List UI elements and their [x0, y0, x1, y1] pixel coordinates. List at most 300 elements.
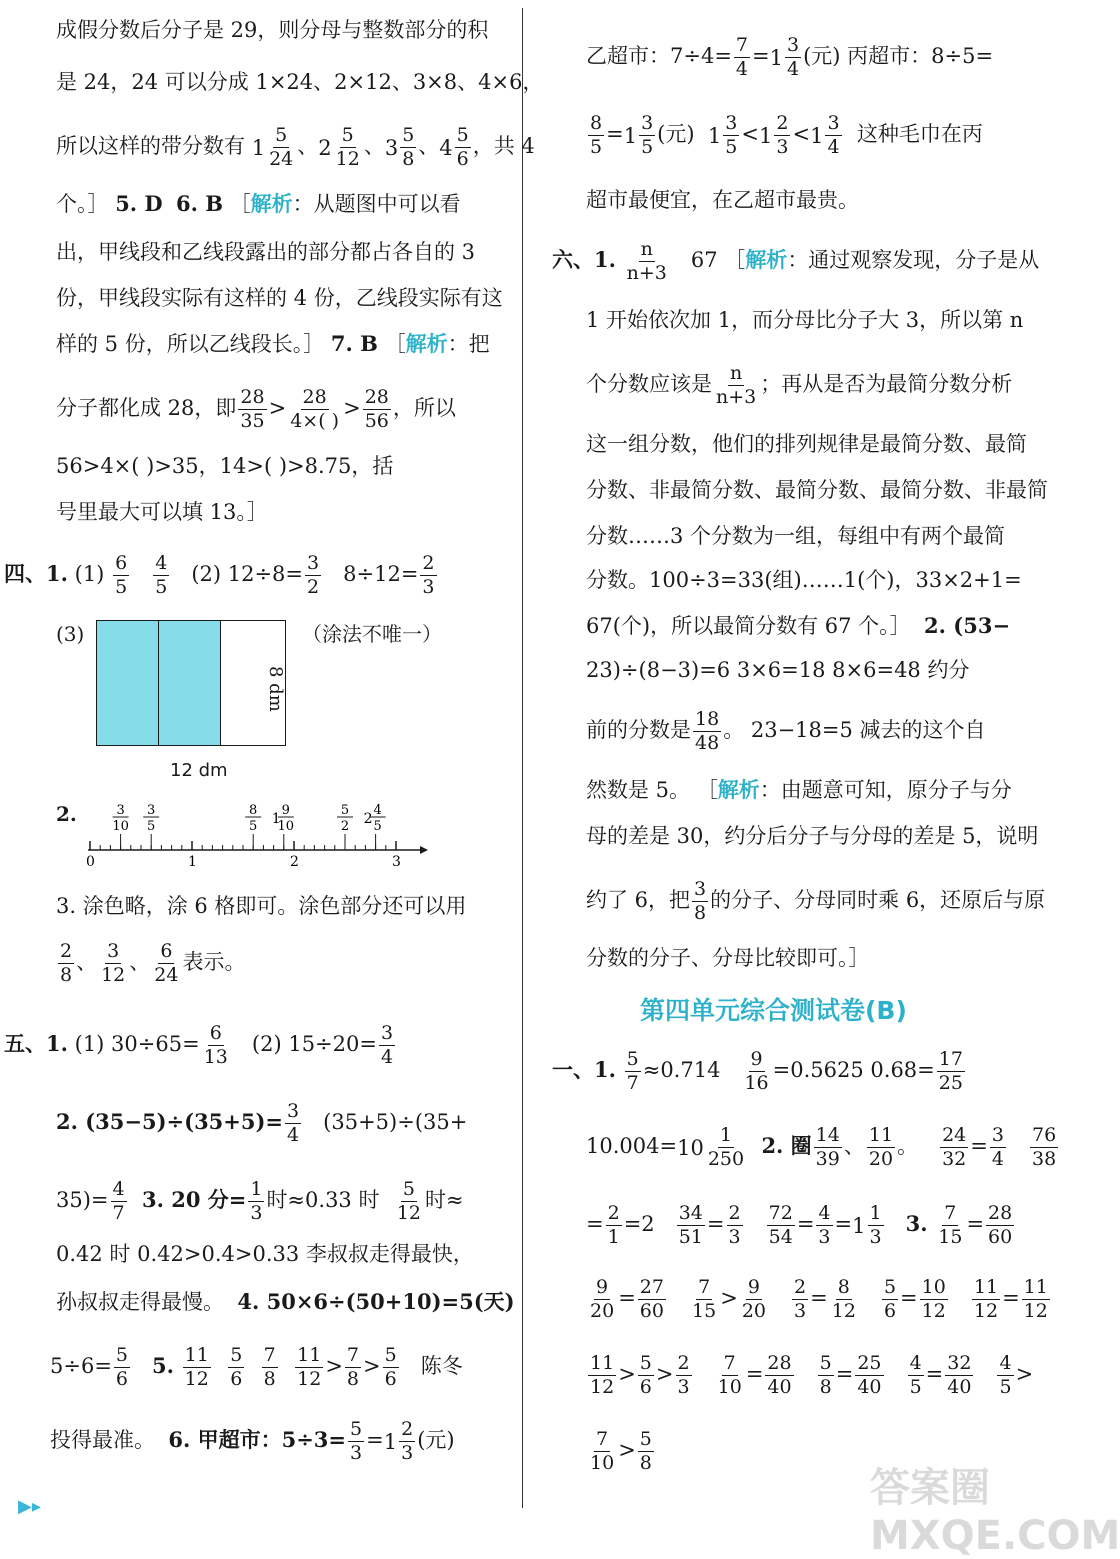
fraction — [625, 240, 669, 283]
numerator: 6 — [209, 1022, 222, 1044]
fraction — [420, 554, 436, 597]
denominator: 5 — [373, 819, 382, 834]
denominator: 5 — [641, 136, 654, 158]
numerator: 9 — [747, 1276, 760, 1298]
answer-7: 7. B — [330, 331, 378, 356]
text: (35+5)÷(35+ — [323, 1110, 468, 1134]
text-line: 23)÷(8−3)=6 3×6=18 8×6=48 约分 — [586, 658, 970, 682]
fraction-label — [143, 803, 159, 850]
numerator: 28 — [767, 1352, 792, 1374]
text-line — [4, 1024, 397, 1067]
fraction — [58, 942, 74, 985]
numerator: 10 — [921, 1276, 946, 1298]
numerator: n — [730, 362, 743, 384]
fraction — [348, 1420, 364, 1463]
fraction — [238, 388, 266, 431]
text: ［ — [229, 192, 251, 216]
numerator: 5 — [115, 1344, 129, 1366]
fraction — [830, 1278, 858, 1321]
text: 的分子、分母同时乘 6，还原后与原 — [710, 888, 1046, 912]
tick-label: 1 — [188, 854, 197, 870]
fraction — [588, 1278, 616, 1321]
fraction — [920, 1278, 948, 1321]
mixed-number — [318, 126, 364, 169]
denominator: 2 — [340, 819, 350, 834]
text-line: 0.42 时 0.42>0.4>0.33 李叔叔走得最快， — [56, 1242, 474, 1266]
numerator: 14 — [815, 1124, 840, 1146]
numerator: 3 — [787, 34, 800, 56]
text: 个。］ — [56, 192, 116, 216]
analysis-tag: 解析 — [250, 191, 293, 216]
denominator: 60 — [639, 1300, 664, 1322]
text: ：从题图中可以看 — [292, 192, 461, 216]
whole: 1 — [251, 135, 266, 160]
denominator: 10 — [277, 819, 295, 834]
denominator: 12 — [335, 148, 360, 170]
numerator: 5 — [340, 803, 350, 818]
question-label: 2. — [56, 802, 77, 826]
analysis-tag: 解析 — [717, 777, 760, 802]
text: ：通过观察发现，分子是从 — [787, 248, 1040, 272]
section-title: 第四单元综合测试卷(B) — [640, 996, 907, 1025]
numerator: 3 — [694, 878, 707, 900]
text: 表示。 — [182, 950, 246, 974]
numerator: 2 — [422, 552, 435, 574]
numerator: 7 — [735, 34, 749, 56]
figure-label: (3) — [56, 622, 85, 646]
numerator: 28 — [302, 386, 327, 408]
fraction — [997, 1354, 1013, 1397]
text-line: 号里最大可以填 13。］ — [56, 500, 268, 524]
fraction-label — [272, 803, 294, 850]
denominator: 8 — [402, 148, 415, 170]
numerator: 2 — [401, 1418, 414, 1440]
numerator: 2 — [728, 1202, 741, 1224]
text: ［ — [384, 332, 406, 356]
whole: 1 — [852, 1213, 866, 1238]
fraction — [638, 1430, 654, 1473]
denominator: 4 — [991, 1148, 1004, 1170]
denominator: 5 — [147, 819, 156, 834]
fraction — [639, 114, 655, 157]
fraction — [295, 1346, 323, 1389]
mixed-number — [439, 126, 472, 169]
whole: 10 — [677, 1135, 704, 1160]
text-line: 乙超市：7÷4= $\frac{7}{4}$ = 1 $\frac{3}{4}$ (元) 丙超市：8÷5= — [586, 34, 994, 80]
fraction — [111, 1180, 127, 1223]
denominator: 48 — [695, 732, 720, 754]
fraction — [774, 114, 790, 157]
denominator: 5 — [999, 1376, 1012, 1398]
numerator: n — [640, 238, 653, 260]
numerator: 34 — [678, 1202, 703, 1224]
fraction — [153, 554, 169, 597]
fraction — [334, 126, 362, 169]
text: 投得最准。 — [50, 1428, 155, 1452]
denominator: 6 — [639, 1376, 652, 1398]
numerator: 9 — [281, 803, 290, 818]
shaded-cell — [97, 621, 159, 745]
numerator: 5 — [341, 124, 354, 146]
fraction — [455, 126, 471, 169]
denominator: 3 — [250, 1202, 263, 1224]
text-line: 成假分数后分子是 29，则分母与整数部分的积 — [56, 18, 489, 42]
text-line — [56, 1102, 467, 1145]
mixed-number — [624, 114, 657, 157]
text: 时≈0.33 时 — [266, 1188, 380, 1212]
numerator: 9 — [750, 1048, 763, 1070]
denominator: 38 — [1032, 1148, 1057, 1170]
denominator: 12 — [297, 1368, 322, 1390]
numerator: 5 — [639, 1428, 652, 1450]
fraction — [765, 1354, 793, 1397]
fraction — [399, 1420, 415, 1463]
text-line: 这一组分数，他们的排列规律是最简分数、最简 — [586, 432, 1027, 456]
numerator: 6 — [160, 940, 173, 962]
fraction — [693, 710, 721, 753]
numerator: 27 — [639, 1276, 664, 1298]
text: (元) — [417, 1428, 455, 1452]
denominator: 6 — [115, 1368, 129, 1390]
tick-label: 2 — [290, 854, 299, 870]
fraction — [99, 942, 127, 985]
numerator: 5 — [350, 1418, 363, 1440]
denominator: 6 — [456, 148, 469, 170]
numerator: 7 — [723, 1352, 736, 1374]
numerator: 5 — [230, 1344, 243, 1366]
text: 分子都化成 28，即 — [56, 396, 237, 420]
numerator: 7 — [263, 1344, 276, 1366]
text: 样的 5 份，所以乙线段长。］ — [56, 332, 325, 356]
denominator: 5 — [725, 136, 738, 158]
denominator: 4 — [787, 58, 800, 80]
numerator: 28 — [240, 386, 265, 408]
numerator: 25 — [857, 1352, 882, 1374]
denominator: 3 — [776, 136, 789, 158]
tick-label: 3 — [392, 854, 401, 870]
fraction — [228, 1346, 244, 1389]
fraction — [638, 1278, 666, 1321]
numerator: 7 — [698, 1276, 711, 1298]
numerator: 2 — [607, 1202, 620, 1224]
numerator: 3 — [107, 940, 120, 962]
fraction — [267, 126, 295, 169]
numerator: 1 — [869, 1202, 882, 1224]
text: 前的分数是 — [586, 718, 691, 742]
arrow-icon — [420, 846, 428, 854]
numerator: 72 — [768, 1202, 793, 1224]
numerator: 3 — [116, 803, 125, 818]
numerator: 3 — [641, 112, 654, 134]
fraction — [723, 114, 739, 157]
denominator: 56 — [364, 410, 389, 432]
mixed-number — [770, 36, 803, 79]
denominator: 6 — [230, 1368, 243, 1390]
text: (2) 15÷20= — [251, 1032, 377, 1056]
text: 3. — [905, 1211, 928, 1236]
text-line — [586, 880, 1045, 923]
denominator: 12 — [184, 1368, 209, 1390]
denominator: 4 — [287, 1124, 300, 1146]
fraction-label — [245, 803, 261, 850]
mixed-number — [384, 1420, 417, 1463]
denominator: 13 — [203, 1046, 228, 1068]
text: 5÷6= — [50, 1354, 112, 1378]
fraction — [395, 1180, 423, 1223]
fraction — [638, 1354, 654, 1397]
numerator: 8 — [590, 112, 603, 134]
section-label: 六、1. — [552, 247, 616, 272]
number-line-labels — [86, 803, 401, 870]
fraction — [818, 1354, 834, 1397]
denominator: 8 — [819, 1376, 832, 1398]
text: ，共 4 — [472, 134, 535, 158]
fraction — [945, 1354, 973, 1397]
fraction — [305, 554, 321, 597]
denominator: 12 — [101, 964, 126, 986]
numerator: 3 — [991, 1124, 1004, 1146]
mixed-number — [708, 114, 741, 157]
fraction — [183, 1346, 211, 1389]
whole: 1 — [623, 123, 638, 148]
fraction — [262, 1346, 278, 1389]
denominator: 8 — [639, 1452, 652, 1474]
denominator: 4 — [735, 58, 749, 80]
denominator: 10 — [590, 1452, 615, 1474]
text: 这种毛巾在丙 — [856, 122, 983, 146]
fraction — [706, 1126, 746, 1169]
fraction — [740, 1278, 768, 1321]
whole: 1 — [769, 45, 783, 70]
numerator: 28 — [988, 1202, 1013, 1224]
text-line: 分数、非最简分数、最简分数、最简分数、非最简 — [586, 478, 1048, 502]
fraction — [908, 1354, 924, 1397]
numerator: 6 — [115, 552, 128, 574]
denominator: 20 — [868, 1148, 894, 1170]
fraction — [972, 1278, 1000, 1321]
text-line — [56, 188, 461, 220]
numerator: 5 — [275, 124, 288, 146]
text-line: 份，甲线段实际有这样的 4 份，乙线段实际有这 — [56, 286, 503, 310]
text: 约了 6，把 — [586, 888, 691, 912]
numerator: 9 — [596, 1276, 609, 1298]
text: 2. 圈 — [761, 1133, 812, 1158]
denominator: 8 — [346, 1368, 360, 1390]
fraction — [767, 1204, 795, 1247]
text: 67 ［ — [690, 248, 746, 272]
text-line — [56, 328, 490, 360]
denominator: 32 — [942, 1148, 967, 1170]
numerator: 2 — [677, 1352, 690, 1374]
numerator: 5 — [626, 1048, 639, 1070]
denominator: 3 — [350, 1442, 363, 1464]
whole: 1 — [810, 123, 824, 148]
fraction — [936, 1204, 964, 1247]
denominator: 15 — [692, 1300, 717, 1322]
denominator: 10 — [112, 819, 129, 834]
text: 时≈ — [425, 1188, 464, 1212]
numerator: 4 — [155, 552, 168, 574]
numerator: 17 — [938, 1048, 963, 1070]
fraction — [940, 1126, 968, 1169]
text: (1) 30÷65= — [74, 1032, 200, 1056]
fraction — [152, 942, 180, 985]
denominator: 7 — [112, 1202, 125, 1224]
denominator: 250 — [707, 1148, 745, 1170]
denominator: 3 — [401, 1442, 414, 1464]
denominator: 5 — [155, 576, 168, 598]
numerator: 4 — [373, 803, 382, 818]
numerator: 5 — [639, 1352, 652, 1374]
fraction — [400, 126, 416, 169]
text-line: 母的差是 30，约分后分子与分母的差是 5，说明 — [586, 824, 1039, 848]
denominator: 35 — [240, 410, 265, 432]
fraction — [690, 1278, 718, 1321]
numerator: 3 — [725, 112, 738, 134]
denominator: 12 — [973, 1300, 999, 1322]
text-line: 出，甲线段和乙线段露出的部分都占各自的 3 — [56, 240, 476, 264]
fraction — [677, 1204, 705, 1247]
denominator: 6 — [883, 1300, 897, 1322]
number-line — [80, 800, 430, 870]
text-line: 分数……3 个分数为一组，每组中有两个最简 — [586, 524, 1006, 548]
text: 8÷12= — [343, 562, 419, 586]
fraction — [625, 1050, 641, 1093]
fraction — [986, 1204, 1014, 1247]
numerator: 28 — [364, 386, 389, 408]
numerator: 8 — [249, 803, 258, 818]
text: ：由题意可知，原分子与分 — [759, 778, 1012, 802]
denominator: 5 — [115, 576, 128, 598]
text-line — [586, 610, 1010, 642]
text: =0.5625 0.68= — [772, 1058, 935, 1082]
fraction — [606, 1204, 622, 1247]
denominator: 4 — [380, 1046, 394, 1068]
text-line: 1 开始依次加 1，而分母比分子大 3，所以第 n — [586, 308, 1024, 332]
fraction — [792, 1278, 808, 1321]
fraction — [676, 1354, 692, 1397]
mixed-number — [810, 114, 843, 157]
denominator: 12 — [831, 1300, 856, 1322]
denominator: 12 — [590, 1376, 615, 1398]
numerator: 5 — [456, 124, 469, 146]
denominator: 8 — [60, 964, 73, 986]
denominator: 40 — [947, 1376, 972, 1398]
text: 所以这样的带分数有 — [56, 134, 245, 158]
denominator: 12 — [396, 1202, 422, 1224]
numerator: 7 — [346, 1344, 360, 1366]
text-line: $\frac{8}{5}$ = 1 $\frac{3}{5}$ (元) 1 $\frac{3}{5}$ < 1 $\frac{2}{3}$ < 1 $\frac{3}{4}$ 这种毛巾在丙 — [590, 112, 983, 158]
section-label: 一、1. — [552, 1057, 616, 1082]
numerator: 8 — [837, 1276, 850, 1298]
text: 然数是 5。 ［ — [586, 778, 718, 802]
text: 5. — [152, 1353, 174, 1378]
analysis-tag: 解析 — [405, 331, 448, 356]
whole: 2 — [318, 135, 332, 160]
whole: 2 — [363, 811, 373, 827]
denominator: 20 — [590, 1300, 615, 1322]
denominator: 15 — [938, 1226, 963, 1248]
denominator: 12 — [1023, 1300, 1048, 1322]
shaded-rectangle-figure — [96, 620, 286, 746]
denominator: 25 — [938, 1072, 963, 1094]
fraction — [716, 1354, 744, 1397]
whole: 4 — [439, 135, 453, 160]
figure-width-label: 12 dm — [170, 760, 228, 781]
denominator: 12 — [921, 1300, 946, 1322]
text: ：把 — [447, 332, 490, 356]
fraction — [248, 1180, 264, 1223]
numerator: 11 — [868, 1124, 894, 1146]
text-line — [586, 710, 986, 753]
numerator: 3 — [287, 1100, 300, 1122]
numerator: 3 — [307, 552, 320, 574]
numerator: 3 — [380, 1022, 394, 1044]
numerator: 11 — [184, 1344, 209, 1366]
numerator: 5 — [883, 1276, 897, 1298]
text-line — [586, 774, 1012, 806]
numerator: 1 — [719, 1124, 732, 1146]
denominator: 40 — [857, 1376, 882, 1398]
text-line: 分数的分子、分母比较即可。］ — [586, 946, 870, 970]
denominator: 3 — [794, 1300, 807, 1322]
denominator: 5 — [249, 819, 258, 834]
figure-height-label: 8 dm — [265, 666, 286, 712]
denominator: 7 — [626, 1072, 639, 1094]
fraction — [867, 1126, 895, 1169]
text: 3. 20 分= — [141, 1187, 247, 1212]
text-line — [586, 364, 1012, 407]
numerator: 7 — [596, 1428, 609, 1450]
denominator: 10 — [717, 1376, 742, 1398]
analysis-tag: 解析 — [745, 247, 788, 272]
whole: 1 — [383, 1429, 398, 1454]
fraction — [113, 554, 129, 597]
fraction — [288, 388, 341, 431]
denominator: 4 — [827, 136, 840, 158]
figure-note: （涂法不唯一） — [302, 622, 442, 646]
answer-5: 5. D — [115, 191, 163, 216]
text-line — [552, 1050, 967, 1093]
whole: 3 — [384, 135, 399, 160]
text: ，所以 — [392, 396, 456, 420]
numerator: 7 — [944, 1202, 957, 1224]
numerator: 11 — [973, 1276, 999, 1298]
fraction — [882, 1278, 898, 1321]
text: 2. (53− — [924, 613, 1011, 638]
answer-6: 6. B — [176, 191, 223, 216]
section-label: 四、1. — [4, 561, 68, 586]
fraction — [114, 1346, 130, 1389]
fraction — [345, 1346, 361, 1389]
denominator: 3 — [422, 576, 435, 598]
mixed-number — [852, 1204, 885, 1247]
text-line: 分子都化成 28，即 $\frac{28}{35}$ > $\frac{28}{4\times( )}$ > $\frac{28}{56}$ ，所以 — [56, 386, 456, 432]
fraction-label — [364, 803, 386, 850]
numerator: 76 — [1032, 1124, 1057, 1146]
fraction — [868, 1204, 884, 1247]
denominator: 5 — [909, 1376, 922, 1398]
text-line: $\frac{7}{10}$ > $\frac{5}{8}$ — [590, 1428, 652, 1474]
text: 4. 50×6÷(50+10)=5(天) — [237, 1289, 515, 1314]
fraction — [588, 114, 604, 157]
numerator: 5 — [402, 1178, 415, 1200]
denominator: 51 — [678, 1226, 703, 1248]
fraction — [742, 1050, 770, 1093]
tick-label: 0 — [86, 854, 95, 870]
fraction — [814, 1126, 842, 1169]
text-line: 10.004= 10 $\frac{1}{250}$ 2. 圈 $\frac{14}{39}$ 、 $\frac{11}{20}$ 。 $\frac{24}{32}$ = $\frac{3}{4}$ $\frac{76}{38}$ — [586, 1124, 1057, 1170]
